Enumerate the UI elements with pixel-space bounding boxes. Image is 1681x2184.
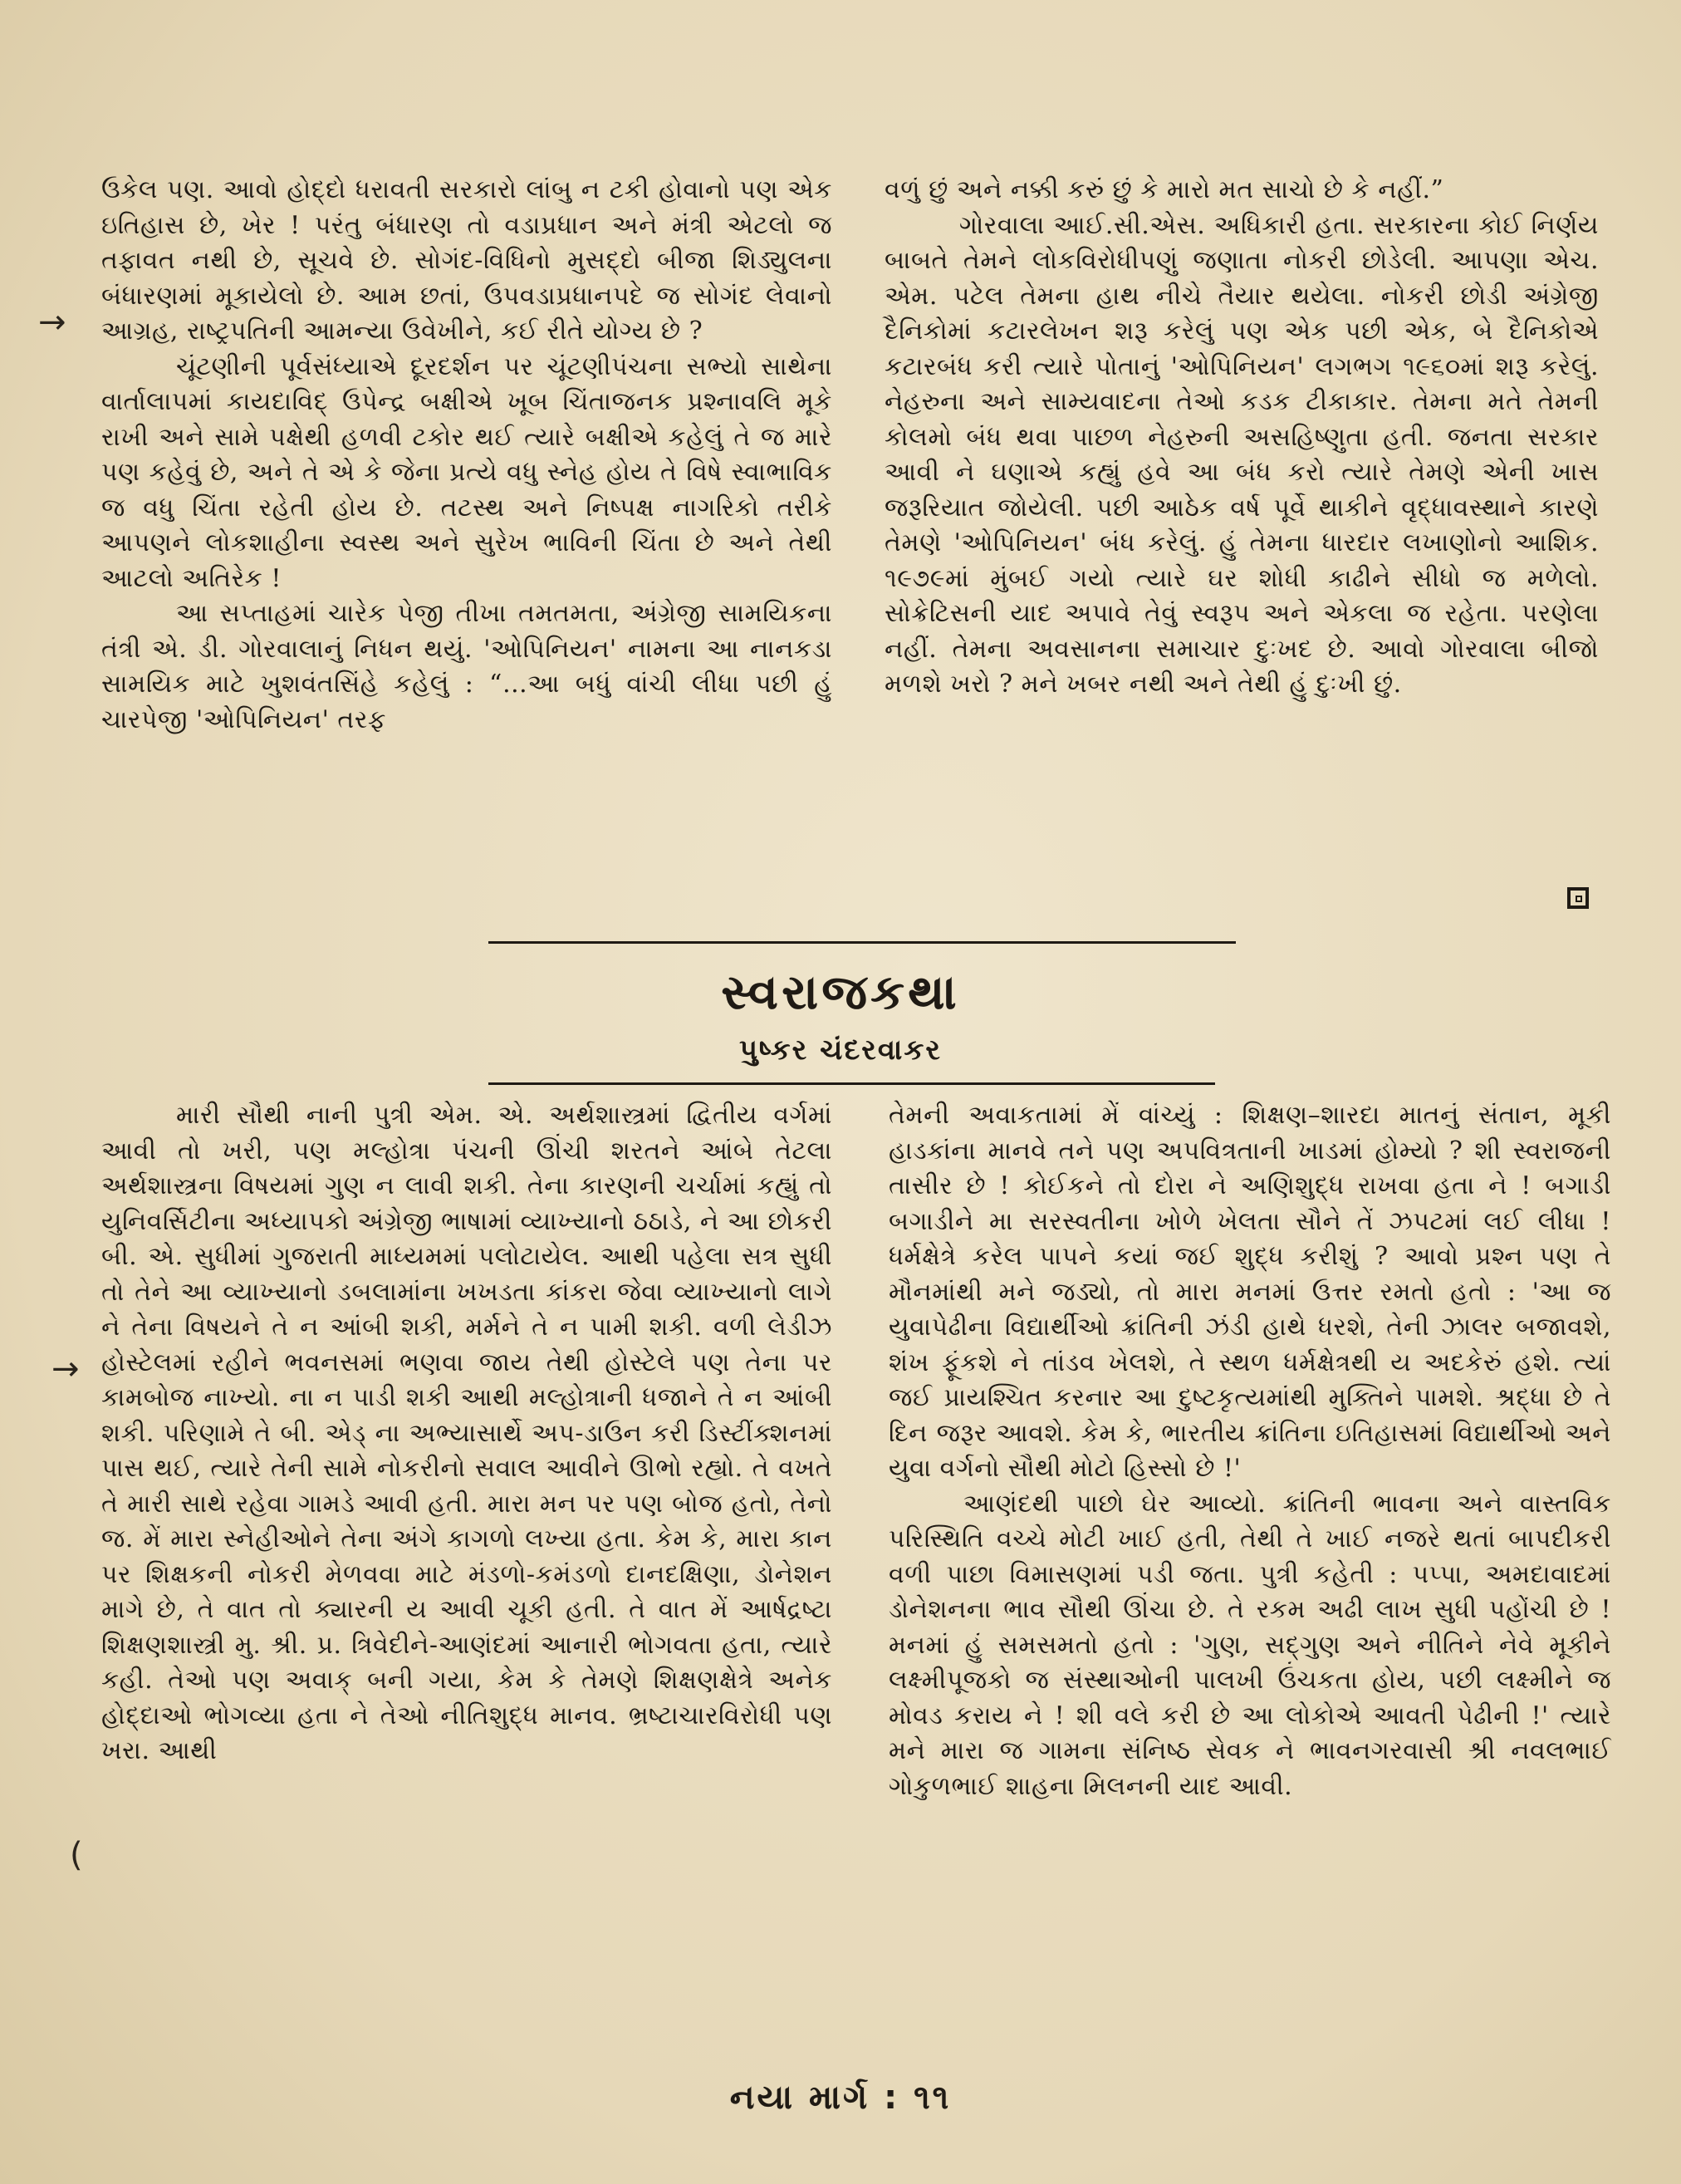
paragraph: તેમની અવાકતામાં મેં વાંચ્યું : શિક્ષણ–શારદા માતનું સંતાન, મૂકી હાડકાંના માનવે તને પણ અપવિત્રતાની ખાડમાં હોમ્યો ? શી સ્વરાજની તાસીર છે ! કોઈકને તો દોરા ને અણિશુદ્ધ રાખવા હતા ને ! બગાડી બગાડીને મા સરસ્વતીના ખોળે ખેલતા સૌને તેં ઝપટમાં લઈ લીધા ! ધર્મક્ષેત્રે કરેલ પાપને કયાં જઈ શુદ્ધ કરીશું ? આવો પ્રશ્ન પણ તે મૌનમાંથી મને જડ્યો, તો મારા મનમાં ઉત્તર રમતો હતો : 'આ જ યુવાપેઢીના વિદ્યાર્થીઓ ક્રાંતિની ઝંડી હાથે ધરશે, તેની ઝાલર બજાવશે, શંખ ફૂંકશે ને તાંડવ ખેલશે, તે સ્થળ ધર્મક્ષેત્રથી ય અદકેરું હશે. ત્યાં જઈ પ્રાયશ્ચિત કરનાર આ દુષ્ટકૃત્યમાંથી મુક્તિને પામશે. શ્રદ્ધા છે તે દિન જરૂર આવશે. કેમ કે, ભારતીય ક્રાંતિના ઇતિહાસમાં વિદ્યાર્થીઓ અને યુવા વર્ગનો સૌથી મોટો હિસ્સો છે !' (889, 1101, 1611, 1483)
margin-paren-mark: ( (70, 1836, 83, 1874)
paragraph: આણંદથી પાછો ઘેર આવ્યો. ક્રાંતિની ભાવના અને વાસ્તવિક પરિસ્થિતિ વચ્ચે મોટી ખાઈ હતી, તેથી તે ખાઈ નજરે થતાં બાપદીકરી વળી પાછા વિમાસણમાં પડી જતા. પુત્રી કહેતી : પપ્પા, અમદાવાદમાં ડોનેશનના ભાવ સૌથી ઊંચા છે. તે રકમ અઢી લાખ સુધી પહોંચી છે ! મનમાં હું સમસમતો હતો : 'ગુણ, સદ્ગુણ અને નીતિને નેવે મૂકીને લક્ષ્મીપૂજકો જ સંસ્થાઓની પાલખી ઉંચકતા હોય, પછી લક્ષ્મીને જ મોવડ કરાય ને ! શી વલે કરી છે આ લોકોએ આવતી પેઢીની !' ત્યારે મને મારા જ ગામના સંનિષ્ઠ સેવક ને ભાવનગરવાસી શ્રી નવલભાઈ ગોકુળભાઈ શાહના મિલનની યાદ આવી. (889, 1489, 1611, 1801)
article-title: સ્વરાજકથા (721, 964, 960, 1020)
article-author: પુષ્કર ચંદરવાકર (739, 1033, 942, 1067)
bottom-right-column (889, 1098, 1611, 1804)
end-of-article-mark (1567, 887, 1589, 909)
paragraph: ગોરવાલા આઈ.સી.એસ. અધિકારી હતા. સરકારના કોઈ નિર્ણય બાબતે તેમને લોકવિરોધીપણું જણાતા નોકરી છોડેલી. આપણા એચ. એમ. પટેલ તેમના હાથ નીચે તૈયાર થયેલા. નોકરી છોડી અંગ્રેજી દૈનિકોમાં કટારલેખન શરૂ કરેલું પણ એક પછી એક, બે દૈનિકોએ કટારબંધ કરી ત્યારે પોતાનું 'ઓપિનિયન' લગભગ ૧૯૬૦માં શરૂ કરેલું. નેહરુના અને સામ્યવાદના તેઓ કડક ટીકાકાર. તેમના મતે તેમની કોલમો બંધ થવા પાછળ નેહરુની અસહિષ્ણુતા હતી. જનતા સરકાર આવી ને ઘણાએ કહ્યું હવે આ બંધ કરો ત્યારે તેમણે એની ખાસ જરૂરિયાત જોયેલી. પછી આઠેક વર્ષ પૂર્વે થાકીને વૃદ્ધાવસ્થાને કારણે તેમણે 'ઓપિનિયન' બંધ કરેલું. હું તેમના ધારદાર લખાણોનો આશિક. ૧૯૭૯માં મુંબઈ ગયો ત્યારે ઘર શોધી કાઢીને સીધો જ મળેલો. સોક્રેટિસની યાદ અપાવે તેવું સ્વરૂપ અને એકલા જ રહેતા. પરણેલા નહીં. તેમના અવસાનના સમાચાર દુઃખદ છે. આવો ગોરવાલા બીજો મળશે ખરો ? મને ખબર નથી અને તેથી હું દુઃખી છું. (885, 210, 1599, 699)
margin-arrow-mark: → (51, 1350, 80, 1388)
paragraph: ઉકેલ પણ. આવો હોદ્દો ધરાવતી સરકારો લાંબુ ન ટકી હોવાનો પણ એક ઇતિહાસ છે, ખેર ! પરંતુ બંધારણ તો વડાપ્રધાન અને મંત્રી એટલો જ તફાવત નથી છે, સૂચવે છે. સોગંદ-વિધિનો મુસદ્દો બીજા શિડ્યુલના બંધારણમાં મૂકાયેલો છે. આમ છતાં, ઉપવડાપ્રધાનપદે જ સોગંદ લેવાનો આગ્રહ, રાષ્ટ્રપતિની આમન્યા ઉવેખીને, કઈ રીતે યોગ્ય છે ? (101, 175, 832, 346)
paragraph: વળું છું અને નક્કી કરું છું કે મારો મત સાચો છે કે નહીં.” (885, 175, 1444, 204)
paragraph: ચૂંટણીની પૂર્વસંધ્યાએ દૂરદર્શન પર ચૂંટણીપંચના સભ્યો સાથેના વાર્તાલાપમાં કાયદાવિદ્ ઉપેન્દ્ર બક્ષીએ ખૂબ ચિંતાજનક પ્રશ્નાવલિ મૂકે રાખી અને સામે પક્ષેથી હળવી ટકોર થઈ ત્યારે બક્ષીએ કહેલું તે જ મારે પણ કહેવું છે, અને તે એ કે જેના પ્રત્યે વધુ સ્નેહ હોય તે વિષે સ્વાભાવિક જ વધુ ચિંતા રહેતી હોય છે. તટસ્થ અને નિષ્પક્ષ નાગરિકો તરીકે આપણને લોકશાહીના સ્વસ્થ અને સુરેખ ભાવિની ચિંતા છે અને તેથી આટલો અતિરેક ! (101, 351, 832, 593)
paragraph: મારી સૌથી નાની પુત્રી એમ. એ. અર્થશાસ્ત્રમાં દ્વિતીય વર્ગમાં આવી તો ખરી, પણ મલ્હોત્રા પંચની ઊંચી શરતને આંબે તેટલા અર્થશાસ્ત્રના વિષયમાં ગુણ ન લાવી શકી. તેના કારણની ચર્ચામાં કહ્યું તો યુનિવર્સિટીના અધ્યાપકો અંગ્રેજી ભાષામાં વ્યાખ્યાનો ઠઠાડે, ને આ છોકરી બી. એ. સુધીમાં ગુજરાતી માધ્યમમાં પલોટાયેલ. આથી પહેલા સત્ર સુધી તો તેને આ વ્યાખ્યાનો ડબલામાંના ખખડતા કાંકરા જેવા વ્યાખ્યાનો લાગે ને તેના વિષયને તે ન આંબી શકી, મર્મને તે ન પામી શકી. વળી લેડીઝ હોસ્ટેલમાં રહીને ભવનસમાં ભણવા જાય તેથી હોસ્ટેલે પણ તેના પર કામબોજ નાખ્યો. ના ન પાડી શકી આથી મલ્હોત્રાની ધજાને તે ન આંબી શકી. પરિણામે તે બી. એડ્ ના અભ્યાસાર્થે અપ-ડાઉન કરી ડિસ્ટીંક્શનમાં પાસ થઈ, ત્યારે તેની સામે નોકરીનો સવાલ આવીને ઊભો રહ્યો. તે વખતે તે મારી સાથે રહેવા ગામડે આવી હતી. મારા મન પર પણ બોજ હતો, તેનો જ. મેં મારા સ્નેહીઓને તેના અંગે કાગળો લખ્યા હતા. કેમ કે, મારા કાન પર શિક્ષકની નોકરી મેળવવા માટે મંડળો-કમંડળો દાનદક્ષિણા, ડોનેશન માગે છે, તે વાત તો ક્યારની ય આવી ચૂકી હતી. તે વાત મેં આર્ષદ્રષ્ટા શિક્ષણશાસ્ત્રી મુ. શ્રી. પ્ર. ત્રિવેદીને-આણંદમાં આનારી ભોગવતા હતા, ત્યારે કહી. તેઓ પણ અવાક્ બની ગયા, કેમ કે તેમણે શિક્ષણક્ષેત્રે અનેક હોદ્દાઓ ભોગવ્યા હતા ને તેઓ નીતિશુદ્ધ માનવ. ભ્રષ્ટાચારવિરોધી પણ ખરા. આથી (101, 1101, 832, 1765)
page-footer: નયા માર્ગ : ૧૧ (729, 2078, 952, 2117)
top-left-column (101, 173, 832, 738)
bottom-left-column (101, 1098, 832, 1769)
paragraph: આ સપ્તાહમાં ચારેક પેજી તીખા તમતમતા, અંગ્રેજી સામયિકના તંત્રી એ. ડી. ગોરવાલાનું નિધન થયું. 'ઓપિનિયન' નામના આ નાનકડા સામયિક માટે ખુશવંતસિંહે કહેલું : “…આ બધું વાંચી લીધા પછી હું ચારપેજી 'ઓપિનિયન' તરફ (101, 599, 832, 734)
margin-arrow-mark: → (38, 303, 66, 341)
section-divider (488, 941, 1236, 944)
section-divider (488, 1082, 1215, 1085)
top-right-column (885, 173, 1599, 703)
